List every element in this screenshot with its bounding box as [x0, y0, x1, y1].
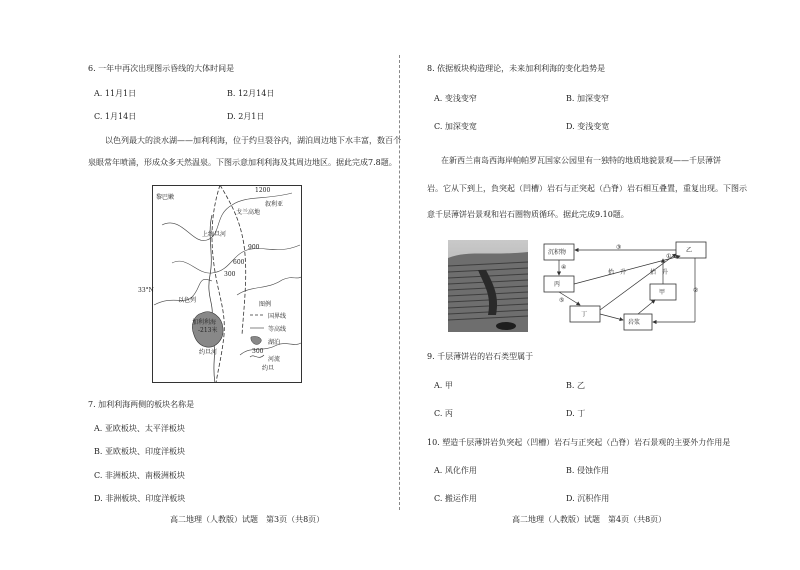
q6-option-b: B. 12月14日	[227, 89, 275, 98]
map-label-golan: 戈兰高地	[236, 209, 261, 216]
q8-option-b: B. 加深变窄	[566, 94, 609, 103]
map-legend-contour: 等高线	[268, 326, 287, 333]
cycle-label-uplift-1: 抬 升	[608, 269, 627, 276]
map-legend-title: 图例	[259, 301, 272, 308]
map-label-lat: 33°N	[138, 287, 154, 294]
q9-stem: 9. 千层薄饼岩的岩石类型属于	[427, 352, 534, 361]
q6-stem: 6. 一年中再次出现图示昏线的大体时间是	[88, 64, 235, 73]
cycle-label-uplift-2: 抬 升	[650, 269, 669, 276]
cycle-marker-5: ⑤	[559, 297, 565, 304]
map-contour-1200: 1200	[255, 187, 271, 194]
map-legend-lake: 湖泊	[268, 339, 281, 346]
q7-stem: 7. 加利利海两侧的板块名称是	[88, 400, 195, 409]
q10-stem: 10. 塑造千层薄饼岩负突起（凹槽）岩石与正突起（凸脊）岩石景观的主要外力作用是	[427, 438, 731, 447]
map-label-lake-elevation: -213米	[198, 327, 218, 334]
q8-option-c: C. 加深变宽	[434, 122, 477, 131]
cycle-marker-1: ①	[666, 253, 672, 260]
cycle-label-jia: 甲	[659, 289, 666, 296]
map-label-lebanon: 黎巴嫩	[156, 194, 175, 201]
pancake-rocks-photo	[448, 240, 528, 332]
map-legend-border: 国界线	[268, 313, 287, 320]
cycle-label-bing: 丙	[554, 281, 561, 288]
q9-option-d: D. 丁	[566, 409, 586, 418]
q10-option-c: C. 搬运作用	[434, 494, 477, 503]
page-footer-right: 高二地理（人教版）试题 第4页（共8页）	[512, 515, 667, 524]
q6-option-a: A. 11月1日	[94, 89, 137, 98]
map-contour-300b: 300	[252, 348, 264, 355]
map-label-lake: 加利利海	[192, 319, 217, 326]
galilee-map	[152, 185, 302, 383]
map-legend-river: 河流	[268, 356, 281, 363]
intro-galilee-line1: 以色列最大的淡水湖——加利利海，位于约旦裂谷内，湖泊周边地下水丰富，数百个	[105, 136, 401, 145]
cycle-label-yi: 乙	[686, 247, 693, 254]
cycle-marker-3: ③	[616, 244, 622, 251]
cycle-label-sediment: 沉积物	[548, 249, 567, 256]
map-label-israel: 以色列	[178, 297, 197, 304]
q7-option-b: B. 亚欧板块、印度洋板块	[94, 447, 185, 456]
q8-stem: 8. 依据板块构造理论，未来加利利海的变化趋势是	[427, 64, 606, 73]
q10-option-b: B. 侵蚀作用	[566, 466, 609, 475]
cycle-marker-4: ④	[561, 264, 567, 271]
intro-pancake-line1: 在新西兰南岛西海岸帕帕罗瓦国家公园里有一独特的地质地貌景观——千层薄饼	[441, 156, 721, 165]
q7-option-c: C. 非洲板块、南极洲板块	[94, 471, 185, 480]
cycle-label-ding: 丁	[581, 311, 588, 318]
map-label-lower-jordan: 约旦河	[199, 349, 218, 356]
q9-option-a: A. 甲	[434, 381, 453, 390]
intro-pancake-line3: 意千层薄饼岩景观和岩石圈物质循环。据此完成9.10题。	[427, 210, 629, 219]
q7-option-a: A. 亚欧板块、太平洋板块	[94, 424, 185, 433]
q9-option-c: C. 丙	[434, 409, 453, 418]
map-label-upper-jordan: 上约旦河	[202, 231, 227, 238]
q9-option-b: B. 乙	[566, 381, 585, 390]
map-label-jordan: 约旦	[262, 365, 275, 372]
cycle-marker-2: ②	[693, 287, 699, 294]
map-contour-300a: 300	[224, 271, 236, 278]
cycle-label-magma: 岩浆	[628, 319, 641, 326]
intro-pancake-line2: 岩。它从下到上，負突起（凹槽）岩石与正突起（凸脊）岩石相互叠置，重复出现。下图示	[427, 184, 747, 193]
q8-option-d: D. 变浅变宽	[566, 122, 610, 131]
q6-option-d: D. 2月1日	[227, 112, 265, 121]
q6-option-c: C. 1月14日	[94, 112, 137, 121]
intro-galilee-line2: 泉眼常年喷涌，形成众多天然温泉。下图示意加利利海及其周边地区。据此完成7.8题。	[88, 158, 397, 167]
page-footer-left: 高二地理（人教版）试题 第3页（共8页）	[170, 515, 325, 524]
map-contour-900: 900	[248, 244, 260, 251]
page-divider	[399, 55, 400, 510]
map-label-syria: 叙利亚	[265, 201, 284, 208]
q7-option-d: D. 非洲板块、印度洋板块	[94, 494, 186, 503]
q10-option-d: D. 沉积作用	[566, 494, 610, 503]
map-contour-600: 600	[233, 259, 245, 266]
q8-option-a: A. 变浅变窄	[434, 94, 477, 103]
q10-option-a: A. 风化作用	[434, 466, 477, 475]
